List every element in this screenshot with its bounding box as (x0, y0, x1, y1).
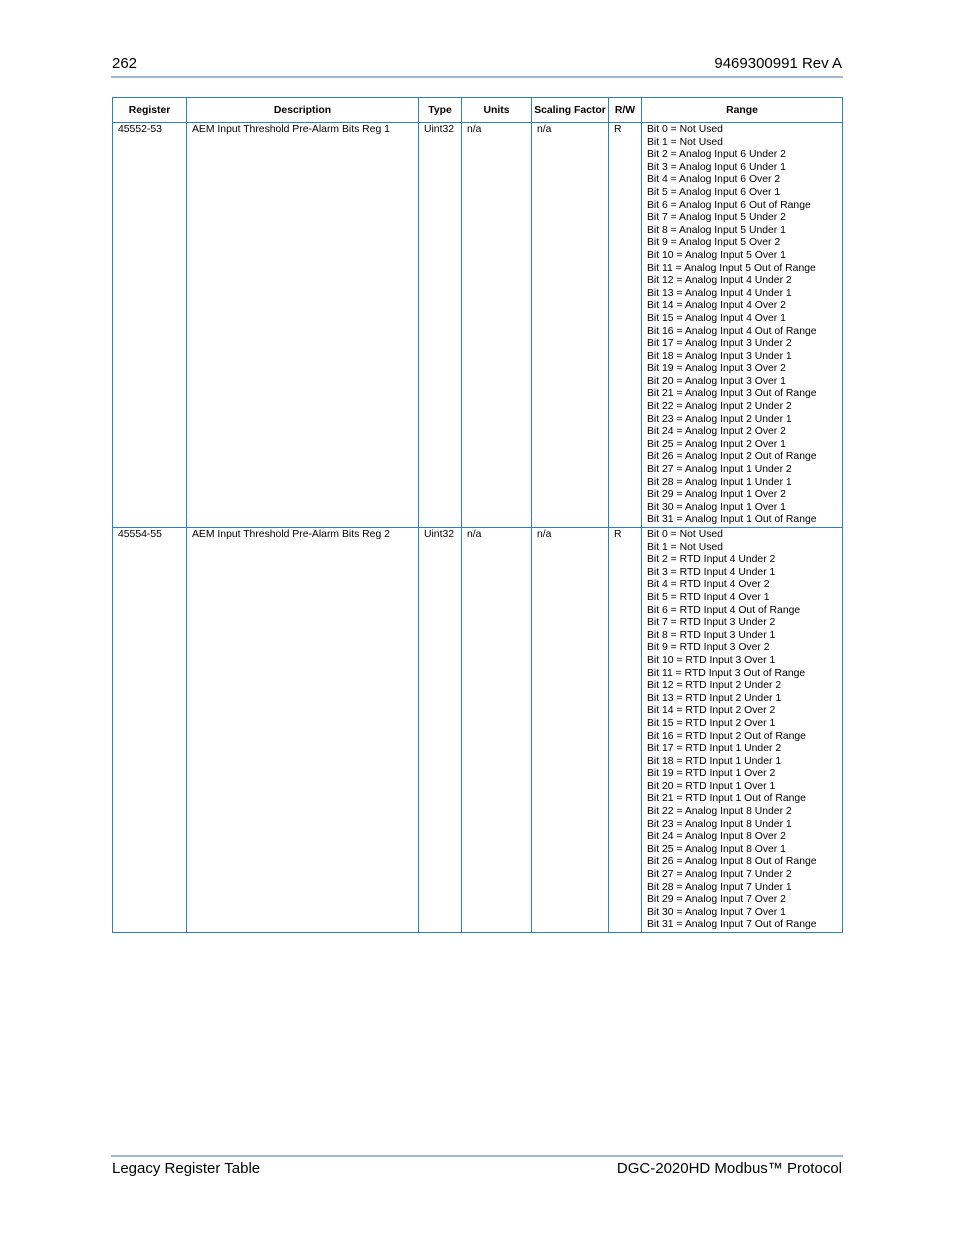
range-bit-line: Bit 4 = RTD Input 4 Over 2 (647, 579, 770, 591)
range-bit-line: Bit 1 = Not Used (647, 136, 723, 148)
range-bit-line: Bit 8 = Analog Input 5 Under 1 (647, 224, 786, 236)
range-bit-line: Bit 17 = RTD Input 1 Under 2 (647, 743, 782, 755)
range-bit-line: Bit 29 = Analog Input 1 Over 2 (647, 489, 786, 501)
range-bit-line: Bit 11 = Analog Input 5 Out of Range (647, 262, 816, 274)
register-cell: 45552-53 (113, 123, 187, 528)
range-bit-line: Bit 25 = Analog Input 2 Over 1 (647, 438, 786, 450)
footer-rule (111, 1155, 843, 1157)
range-bit-line: Bit 9 = RTD Input 3 Over 2 (647, 642, 770, 654)
units-cell: n/a (462, 528, 532, 933)
range-bit-line: Bit 4 = Analog Input 6 Over 2 (647, 174, 781, 186)
footer-section-title: Legacy Register Table (112, 1160, 261, 1177)
range-bit-line: Bit 16 = RTD Input 2 Out of Range (647, 730, 806, 742)
range-bit-line: Bit 30 = Analog Input 7 Over 1 (647, 906, 786, 918)
range-bit-line: Bit 8 = RTD Input 3 Under 1 (647, 629, 776, 641)
range-bit-line: Bit 14 = RTD Input 2 Over 2 (647, 705, 776, 717)
range-bit-line: Bit 13 = RTD Input 2 Under 1 (647, 692, 782, 704)
range-bit-line: Bit 27 = Analog Input 7 Under 2 (647, 869, 792, 881)
range-bit-line: Bit 21 = RTD Input 1 Out of Range (647, 793, 806, 805)
range-bit-line: Bit 25 = Analog Input 8 Over 1 (647, 843, 786, 855)
range-bit-line: Bit 6 = RTD Input 4 Out of Range (647, 604, 801, 616)
rw-cell: R (609, 528, 642, 933)
range-bit-line: Bit 13 = Analog Input 4 Under 1 (647, 287, 792, 299)
range-bit-line: Bit 0 = Not Used (647, 124, 723, 135)
register-table (112, 97, 843, 933)
range-bit-line: Bit 10 = Analog Input 5 Over 1 (647, 249, 786, 261)
units-cell: n/a (462, 123, 532, 528)
header-rule (111, 76, 843, 78)
range-bit-line: Bit 12 = RTD Input 2 Under 2 (647, 680, 782, 692)
range-bit-line: Bit 24 = Analog Input 2 Over 2 (647, 426, 786, 438)
range-bit-line: Bit 2 = Analog Input 6 Under 2 (647, 149, 786, 161)
table-row (113, 528, 843, 933)
document-id: 9469300991 Rev A (714, 55, 842, 72)
range-bit-line: Bit 16 = Analog Input 4 Out of Range (647, 325, 817, 337)
range-bit-line: Bit 24 = Analog Input 8 Over 2 (647, 831, 786, 843)
range-bit-line: Bit 29 = Analog Input 7 Over 2 (647, 894, 786, 906)
range-bit-line: Bit 26 = Analog Input 8 Out of Range (647, 856, 817, 868)
range-bit-line: Bit 21 = Analog Input 3 Out of Range (647, 388, 817, 400)
range-bit-line: Bit 19 = Analog Input 3 Over 2 (647, 363, 786, 375)
range-bit-line: Bit 2 = RTD Input 4 Under 2 (647, 554, 776, 566)
range-bit-line: Bit 22 = Analog Input 2 Under 2 (647, 401, 792, 413)
range-bit-line: Bit 31 = Analog Input 1 Out of Range (647, 514, 817, 526)
column-header-rw: R/W (609, 98, 642, 123)
column-header-range: Range (642, 98, 843, 123)
range-bit-line: Bit 7 = Analog Input 5 Under 2 (647, 212, 786, 224)
scaling-factor-cell: n/a (532, 123, 609, 528)
type-cell: Uint32 (419, 123, 462, 528)
table-row (113, 123, 843, 528)
range-bit-line: Bit 27 = Analog Input 1 Under 2 (647, 464, 792, 476)
range-bit-line: Bit 23 = Analog Input 2 Under 1 (647, 413, 792, 425)
range-bit-line: Bit 15 = RTD Input 2 Over 1 (647, 717, 776, 729)
range-cell (642, 528, 843, 933)
range-bit-line: Bit 5 = Analog Input 6 Over 1 (647, 186, 781, 198)
range-bit-line: Bit 6 = Analog Input 6 Out of Range (647, 199, 811, 211)
column-header-register: Register (113, 98, 187, 123)
range-bit-line: Bit 5 = RTD Input 4 Over 1 (647, 591, 770, 603)
range-bit-line: Bit 17 = Analog Input 3 Under 2 (647, 338, 792, 350)
column-header-units: Units (462, 98, 532, 123)
range-bit-line: Bit 9 = Analog Input 5 Over 2 (647, 237, 781, 249)
range-bit-line: Bit 18 = Analog Input 3 Under 1 (647, 350, 792, 362)
range-bit-line: Bit 20 = Analog Input 3 Over 1 (647, 375, 786, 387)
type-cell: Uint32 (419, 528, 462, 933)
range-bit-line: Bit 3 = RTD Input 4 Under 1 (647, 566, 776, 578)
page-number: 262 (112, 55, 138, 72)
description-cell: AEM Input Threshold Pre-Alarm Bits Reg 2 (187, 528, 419, 933)
range-bit-line: Bit 18 = RTD Input 1 Under 1 (647, 755, 782, 767)
range-bit-line: Bit 0 = Not Used (647, 529, 723, 540)
range-bit-line: Bit 3 = Analog Input 6 Under 1 (647, 161, 786, 173)
column-header-type: Type (419, 98, 462, 123)
table-body (113, 123, 843, 933)
range-bit-line: Bit 31 = Analog Input 7 Out of Range (647, 919, 817, 931)
register-cell: 45554-55 (113, 528, 187, 933)
table-header-row (113, 98, 843, 123)
range-bit-line: Bit 23 = Analog Input 8 Under 1 (647, 818, 792, 830)
column-header-scaling-factor: Scaling Factor (532, 98, 609, 123)
range-bit-line: Bit 30 = Analog Input 1 Over 1 (647, 501, 786, 513)
range-bit-line: Bit 10 = RTD Input 3 Over 1 (647, 654, 776, 666)
range-bit-line: Bit 28 = Analog Input 1 Under 1 (647, 476, 792, 488)
range-bit-line: Bit 22 = Analog Input 8 Under 2 (647, 806, 792, 818)
range-bit-line: Bit 1 = Not Used (647, 541, 723, 553)
range-bit-line: Bit 26 = Analog Input 2 Out of Range (647, 451, 817, 463)
range-bit-line: Bit 28 = Analog Input 7 Under 1 (647, 881, 792, 893)
range-bit-line: Bit 20 = RTD Input 1 Over 1 (647, 780, 776, 792)
range-bit-line: Bit 12 = Analog Input 4 Under 2 (647, 275, 792, 287)
range-bit-line: Bit 7 = RTD Input 3 Under 2 (647, 617, 776, 629)
footer-product-title: DGC-2020HD Modbus™ Protocol (616, 1160, 842, 1177)
range-bit-line: Bit 15 = Analog Input 4 Over 1 (647, 312, 786, 324)
description-cell: AEM Input Threshold Pre-Alarm Bits Reg 1 (187, 123, 419, 528)
range-bit-line: Bit 11 = RTD Input 3 Out of Range (647, 667, 806, 679)
rw-cell: R (609, 123, 642, 528)
scaling-factor-cell: n/a (532, 528, 609, 933)
range-cell (642, 123, 843, 528)
column-header-description: Description (187, 98, 419, 123)
range-bit-line: Bit 19 = RTD Input 1 Over 2 (647, 768, 776, 780)
range-bit-line: Bit 14 = Analog Input 4 Over 2 (647, 300, 786, 312)
